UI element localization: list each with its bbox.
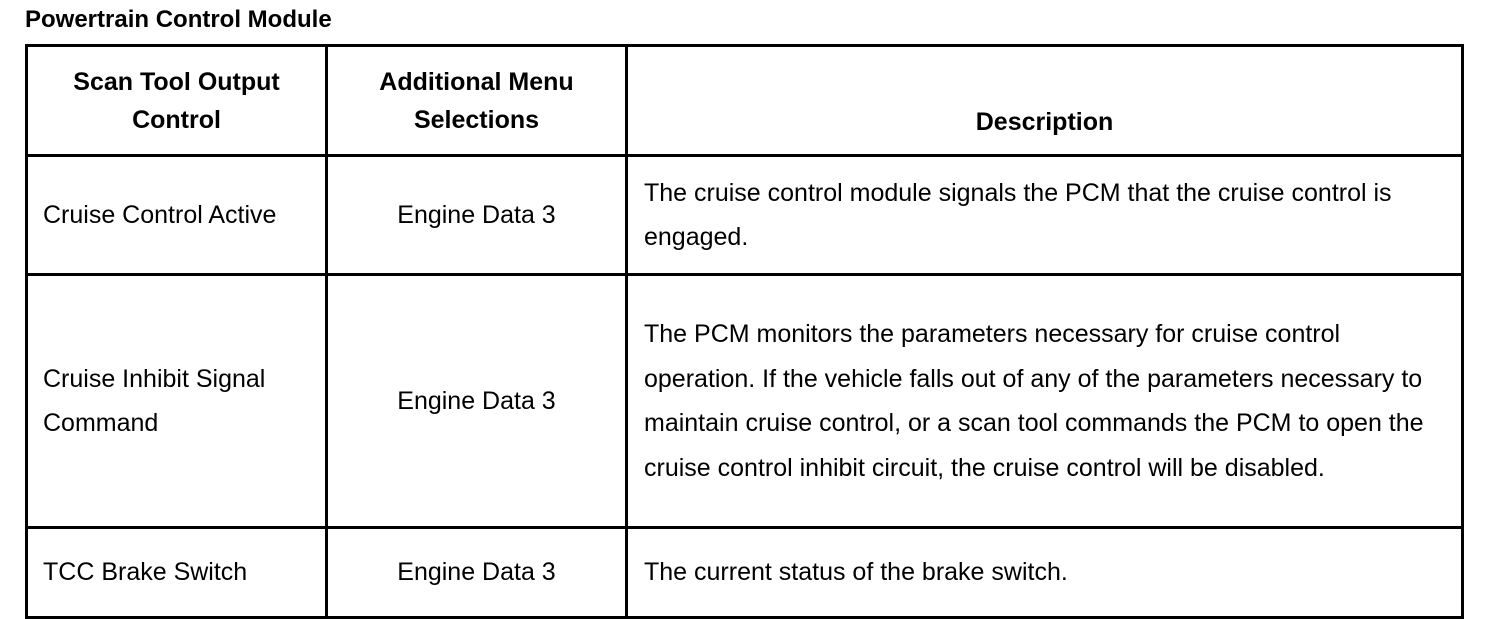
description-cell: The current status of the brake switch. (627, 528, 1463, 618)
table-header-row (27, 46, 1463, 156)
page-title: Powertrain Control Module (25, 6, 332, 33)
menu-selection-cell: Engine Data 3 (327, 275, 627, 528)
header-description: Description (627, 46, 1463, 156)
header-additional-menu-selections: Additional Menu Selections (327, 46, 627, 156)
table-row (27, 275, 1463, 528)
menu-selection-cell: Engine Data 3 (327, 528, 627, 618)
output-control-cell: Cruise Control Active (27, 156, 327, 275)
menu-selection-cell: Engine Data 3 (327, 156, 627, 275)
table-row (27, 528, 1463, 618)
table-row (27, 156, 1463, 275)
output-control-cell: Cruise Inhibit Signal Command (27, 275, 327, 528)
description-cell: The cruise control module signals the PCM that the cruise control is engaged. (627, 156, 1463, 275)
pcm-output-control-table (25, 44, 1464, 619)
output-control-cell: TCC Brake Switch (27, 528, 327, 618)
header-scan-tool-output-control: Scan Tool Output Control (27, 46, 327, 156)
description-cell: The PCM monitors the parameters necessary for cruise control operation. If the vehicle falls out of any of the parameters necessary to maintain cruise control, or a scan tool commands the PCM to open the cruise control inhibit circuit, the cruise control will be disabled. (627, 275, 1463, 528)
